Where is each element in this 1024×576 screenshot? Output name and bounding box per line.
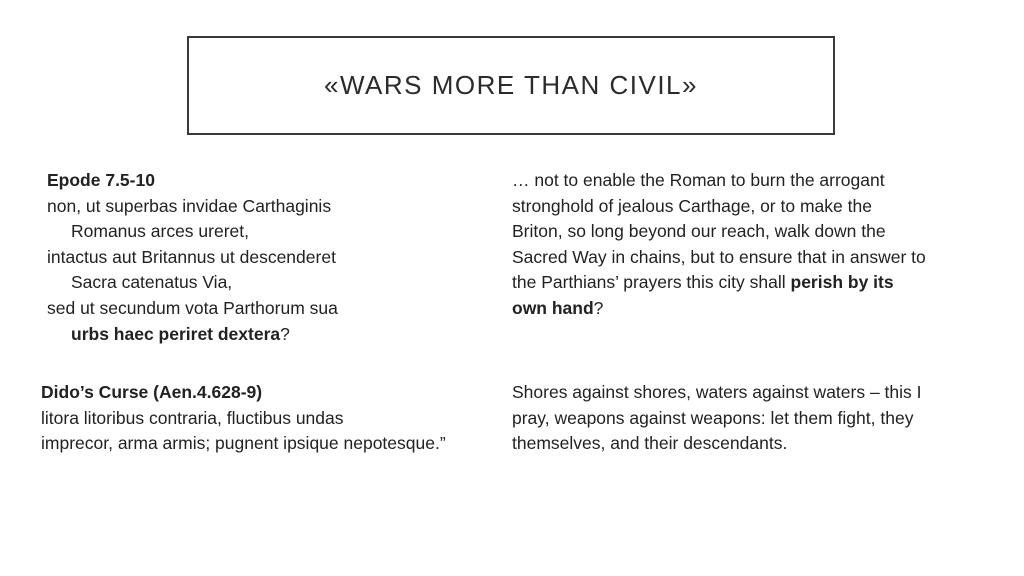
epode-line-6-end: ?: [280, 323, 290, 344]
dido-translation-line-3: themselves, and their descendants.: [512, 433, 788, 454]
epode-line-2: Romanus arces ureret,: [71, 221, 249, 242]
translation-line-5-bold: perish by its: [790, 272, 894, 293]
translation-line-4: Sacred Way in chains, but to ensure that in answer to: [512, 246, 926, 267]
epode-line-6: [47, 322, 338, 348]
epode-line-5: sed ut secundum vota Parthorum sua: [47, 297, 338, 318]
epode-line-3: intactus aut Britannus ut descenderet: [47, 246, 336, 267]
epode-latin-block: [47, 168, 338, 347]
translation-line-1: … not to enable the Roman to burn the arrogant: [512, 170, 885, 190]
dido-translation-block: [512, 380, 922, 457]
translation-line-5-start: the Parthians’ prayers this city shall: [512, 272, 791, 293]
slide-title: «WARS MORE THAN CIVIL»: [324, 70, 698, 100]
epode-heading: Epode 7.5-10: [47, 170, 155, 190]
dido-translation-line-1: Shores against shores, waters against waters – this I: [512, 382, 922, 402]
translation-line-3: Briton, so long beyond our reach, walk down the: [512, 221, 886, 242]
dido-line-2: imprecor, arma armis; pugnent ipsique nepotesque.”: [41, 433, 446, 454]
dido-translation-line-2: pray, weapons against weapons: let them fight, they: [512, 407, 914, 428]
epode-translation-block: [512, 168, 926, 322]
epode-line-1: non, ut superbas invidae Carthaginis: [47, 195, 332, 216]
dido-heading: Dido’s Curse (Aen.4.628-9): [41, 382, 263, 402]
epode-line-6-bold: urbs haec periret dextera: [71, 323, 281, 344]
translation-line-2: stronghold of jealous Carthage, or to make the: [512, 195, 872, 216]
translation-line-6-bold: own hand: [512, 297, 594, 318]
translation-line-5: [512, 270, 926, 296]
title-box: [187, 36, 835, 135]
translation-line-6-end: ?: [593, 297, 604, 318]
dido-latin-block: [41, 380, 446, 457]
translation-line-6: [512, 296, 926, 322]
dido-line-1: litora litoribus contraria, fluctibus undas: [41, 407, 344, 428]
epode-line-4: Sacra catenatus Via,: [71, 272, 233, 293]
